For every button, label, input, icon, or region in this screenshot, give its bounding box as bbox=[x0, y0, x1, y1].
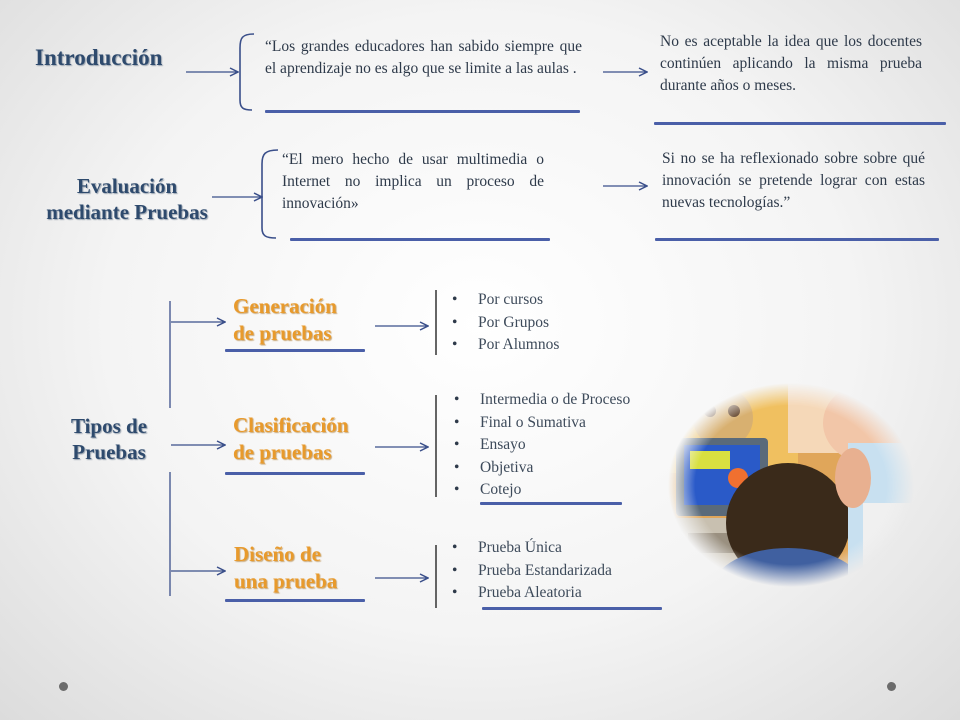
heading-evaluacion bbox=[30, 173, 224, 225]
list-item bbox=[447, 312, 559, 335]
branch-diseno-title bbox=[234, 541, 337, 595]
list-item bbox=[449, 412, 630, 435]
branch-diseno-line1: Diseño de bbox=[234, 542, 321, 566]
eval-result-text: Si no se ha reflexionado sobre sobre qué innovación se pretende lograr con estas nuevas tecnologías.” bbox=[662, 150, 925, 211]
heading-tipos-line2: Pruebas bbox=[72, 440, 146, 464]
slide-nav-dot-right bbox=[887, 682, 896, 691]
branch-generacion-title bbox=[233, 293, 337, 347]
generacion-list bbox=[447, 289, 559, 357]
list-item bbox=[449, 479, 630, 502]
intro-result-text: No es aceptable la idea que los docentes continúen aplicando la misma prueba durante años o meses. bbox=[660, 33, 922, 94]
list-item-label: Intermedia o de Proceso bbox=[480, 391, 631, 408]
branch-generacion-line1: Generación bbox=[233, 294, 337, 318]
bullet-glyph: • bbox=[454, 436, 460, 454]
heading-introduccion: Introducción bbox=[35, 45, 163, 70]
clasificacion-list bbox=[449, 389, 630, 502]
bracket-eval-quote bbox=[262, 150, 278, 238]
branch-clasificacion-title bbox=[233, 412, 349, 466]
branch-generacion-line2: de pruebas bbox=[233, 321, 332, 345]
list-item bbox=[447, 582, 612, 605]
bullet-glyph: • bbox=[452, 539, 458, 556]
list-item bbox=[447, 334, 559, 357]
list-item-label: Ensayo bbox=[480, 436, 526, 454]
eval-quote-underline bbox=[290, 238, 550, 241]
eval-result-underline bbox=[655, 238, 939, 241]
bullet-glyph: • bbox=[452, 584, 458, 602]
list-item bbox=[449, 389, 630, 412]
branch-diseno-line2: una prueba bbox=[234, 569, 338, 593]
list-item-label: Por Grupos bbox=[478, 313, 550, 331]
bullet-glyph: • bbox=[454, 458, 460, 476]
list-item-label: Cotejo bbox=[480, 481, 522, 499]
bullet-glyph: • bbox=[452, 336, 458, 354]
branch-generacion-underline bbox=[225, 349, 365, 352]
bullet-glyph: • bbox=[454, 413, 460, 431]
list-item-label: Prueba Única bbox=[478, 539, 562, 556]
list-item bbox=[449, 457, 630, 480]
list-item bbox=[447, 289, 559, 312]
bullet-glyph: • bbox=[452, 561, 458, 579]
list-item bbox=[449, 434, 630, 457]
branch-clasificacion-line1: Clasificación bbox=[233, 413, 349, 437]
intro-quote-text: “Los grandes educadores han sabido siempre que el aprendizaje no es algo que se limite a las aulas . bbox=[265, 38, 582, 77]
child-at-computer-photo bbox=[668, 383, 914, 588]
heading-evaluacion-line2: mediante Pruebas bbox=[46, 200, 208, 224]
diseno-list bbox=[447, 537, 612, 605]
diseno-list-underline bbox=[482, 607, 662, 610]
list-item-label: Por cursos bbox=[478, 291, 544, 308]
list-item-label: Por Alumnos bbox=[478, 336, 560, 354]
list-item bbox=[447, 537, 612, 560]
eval-quote-text: “El mero hecho de usar multimedia o Internet no implica un proceso de innovación» bbox=[282, 151, 544, 212]
bullet-glyph: • bbox=[454, 481, 460, 499]
list-item-label: Final o Sumativa bbox=[480, 413, 586, 431]
list-item-label: Objetiva bbox=[480, 458, 534, 476]
heading-evaluacion-line1: Evaluación bbox=[76, 174, 178, 198]
heading-tipos-de-pruebas bbox=[44, 413, 174, 465]
branch-diseno-underline bbox=[225, 599, 365, 602]
bullet-glyph: • bbox=[452, 313, 458, 331]
list-item-label: Prueba Estandarizada bbox=[478, 561, 612, 579]
list-item bbox=[447, 560, 612, 583]
bullet-glyph: • bbox=[452, 291, 458, 308]
branch-clasificacion-line2: de pruebas bbox=[233, 440, 332, 464]
bullet-glyph: • bbox=[454, 391, 460, 408]
intro-quote-underline bbox=[265, 110, 580, 113]
clasificacion-list-underline bbox=[480, 502, 622, 505]
heading-tipos-line1: Tipos de bbox=[70, 414, 148, 438]
branch-clasificacion-underline bbox=[225, 472, 365, 475]
list-item-label: Prueba Aleatoria bbox=[478, 584, 582, 602]
bracket-intro-quote bbox=[240, 34, 254, 110]
intro-result-underline bbox=[654, 122, 946, 125]
slide-nav-dot-left bbox=[59, 682, 68, 691]
